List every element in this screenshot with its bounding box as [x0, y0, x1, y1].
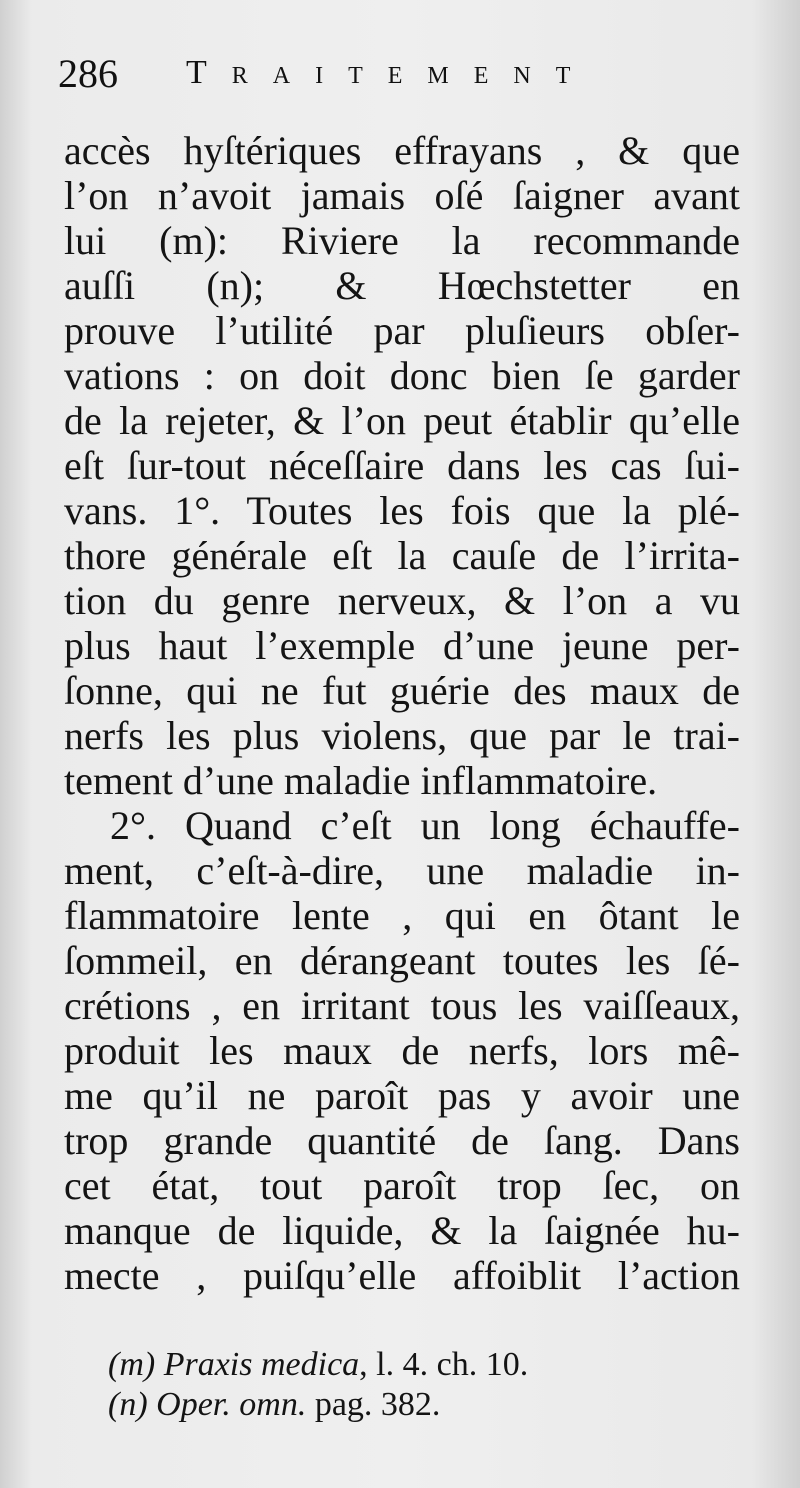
- text-line: 2°. Quand c’eſt un long échauffe-: [110, 803, 740, 848]
- footnote-reference: , l. 4. ch. 10.: [359, 1346, 529, 1383]
- text-line: vans. 1°. Toutes les fois que la plé-: [64, 488, 740, 533]
- running-title: Traitement: [186, 54, 596, 91]
- footnote-source-title: Oper. omn.: [156, 1386, 307, 1423]
- text-line: eſt ſur-tout néceſſaire dans les cas ſui-: [64, 443, 740, 488]
- text-line: produit les maux de nerfs, lors mê-: [64, 1028, 740, 1073]
- text-line: ment, c’eſt-à-dire, une maladie in-: [64, 848, 740, 893]
- text-line: crétions , en irritant tous les vaiſſeaux,: [64, 983, 740, 1028]
- text-line: plus haut l’exemple d’une jeune per-: [64, 623, 740, 668]
- page-number: 286: [58, 51, 118, 96]
- text-line: auſſi (n); & Hœchstetter en: [64, 263, 740, 308]
- text-line: me qu’il ne paroît pas y avoir une: [64, 1073, 740, 1118]
- footnote-source-title: Praxis medica: [163, 1346, 360, 1383]
- text-line: cet état, tout paroît trop ſec, on: [64, 1163, 740, 1208]
- footnote-m: [108, 1345, 708, 1385]
- text-line: manque de liquide, & la ſaignée hu-: [64, 1208, 740, 1253]
- footnote-n: [108, 1385, 708, 1425]
- text-line: de la rejeter, & l’on peut établir qu’elle: [64, 398, 740, 443]
- running-head: [58, 50, 758, 102]
- text-line: prouve l’utilité par pluſieurs obſer-: [64, 308, 740, 353]
- text-line: trop grande quantité de ſang. Dans: [64, 1118, 740, 1163]
- text-line: lui (m): Riviere la recommande: [64, 218, 740, 263]
- text-line: ſommeil, en dérangeant toutes les ſé-: [64, 938, 740, 983]
- text-line: tion du genre nerveux, & l’on a vu: [64, 578, 740, 623]
- footnote-mark: (n): [108, 1386, 148, 1423]
- text-line: l’on n’avoit jamais oſé ſaigner avant: [64, 173, 740, 218]
- text-line: tement d’une maladie inflammatoire.: [64, 758, 658, 803]
- text-line: nerfs les plus violens, que par le trai-: [64, 713, 740, 758]
- footnote-mark: (m): [108, 1346, 156, 1383]
- text-line: vations : on doit donc bien ſe garder: [64, 353, 740, 398]
- footnote-reference: pag. 382.: [306, 1386, 441, 1423]
- text-line: flammatoire lente , qui en ôtant le: [64, 893, 740, 938]
- text-line: accès hyſtériques effrayans , & que: [64, 128, 740, 173]
- text-line: ſonne, qui ne fut guérie des maux de: [64, 668, 740, 713]
- text-line: mecte , puiſqu’elle affoiblit l’action: [64, 1253, 740, 1298]
- text-line: thore générale eſt la cauſe de l’irrita-: [64, 533, 740, 578]
